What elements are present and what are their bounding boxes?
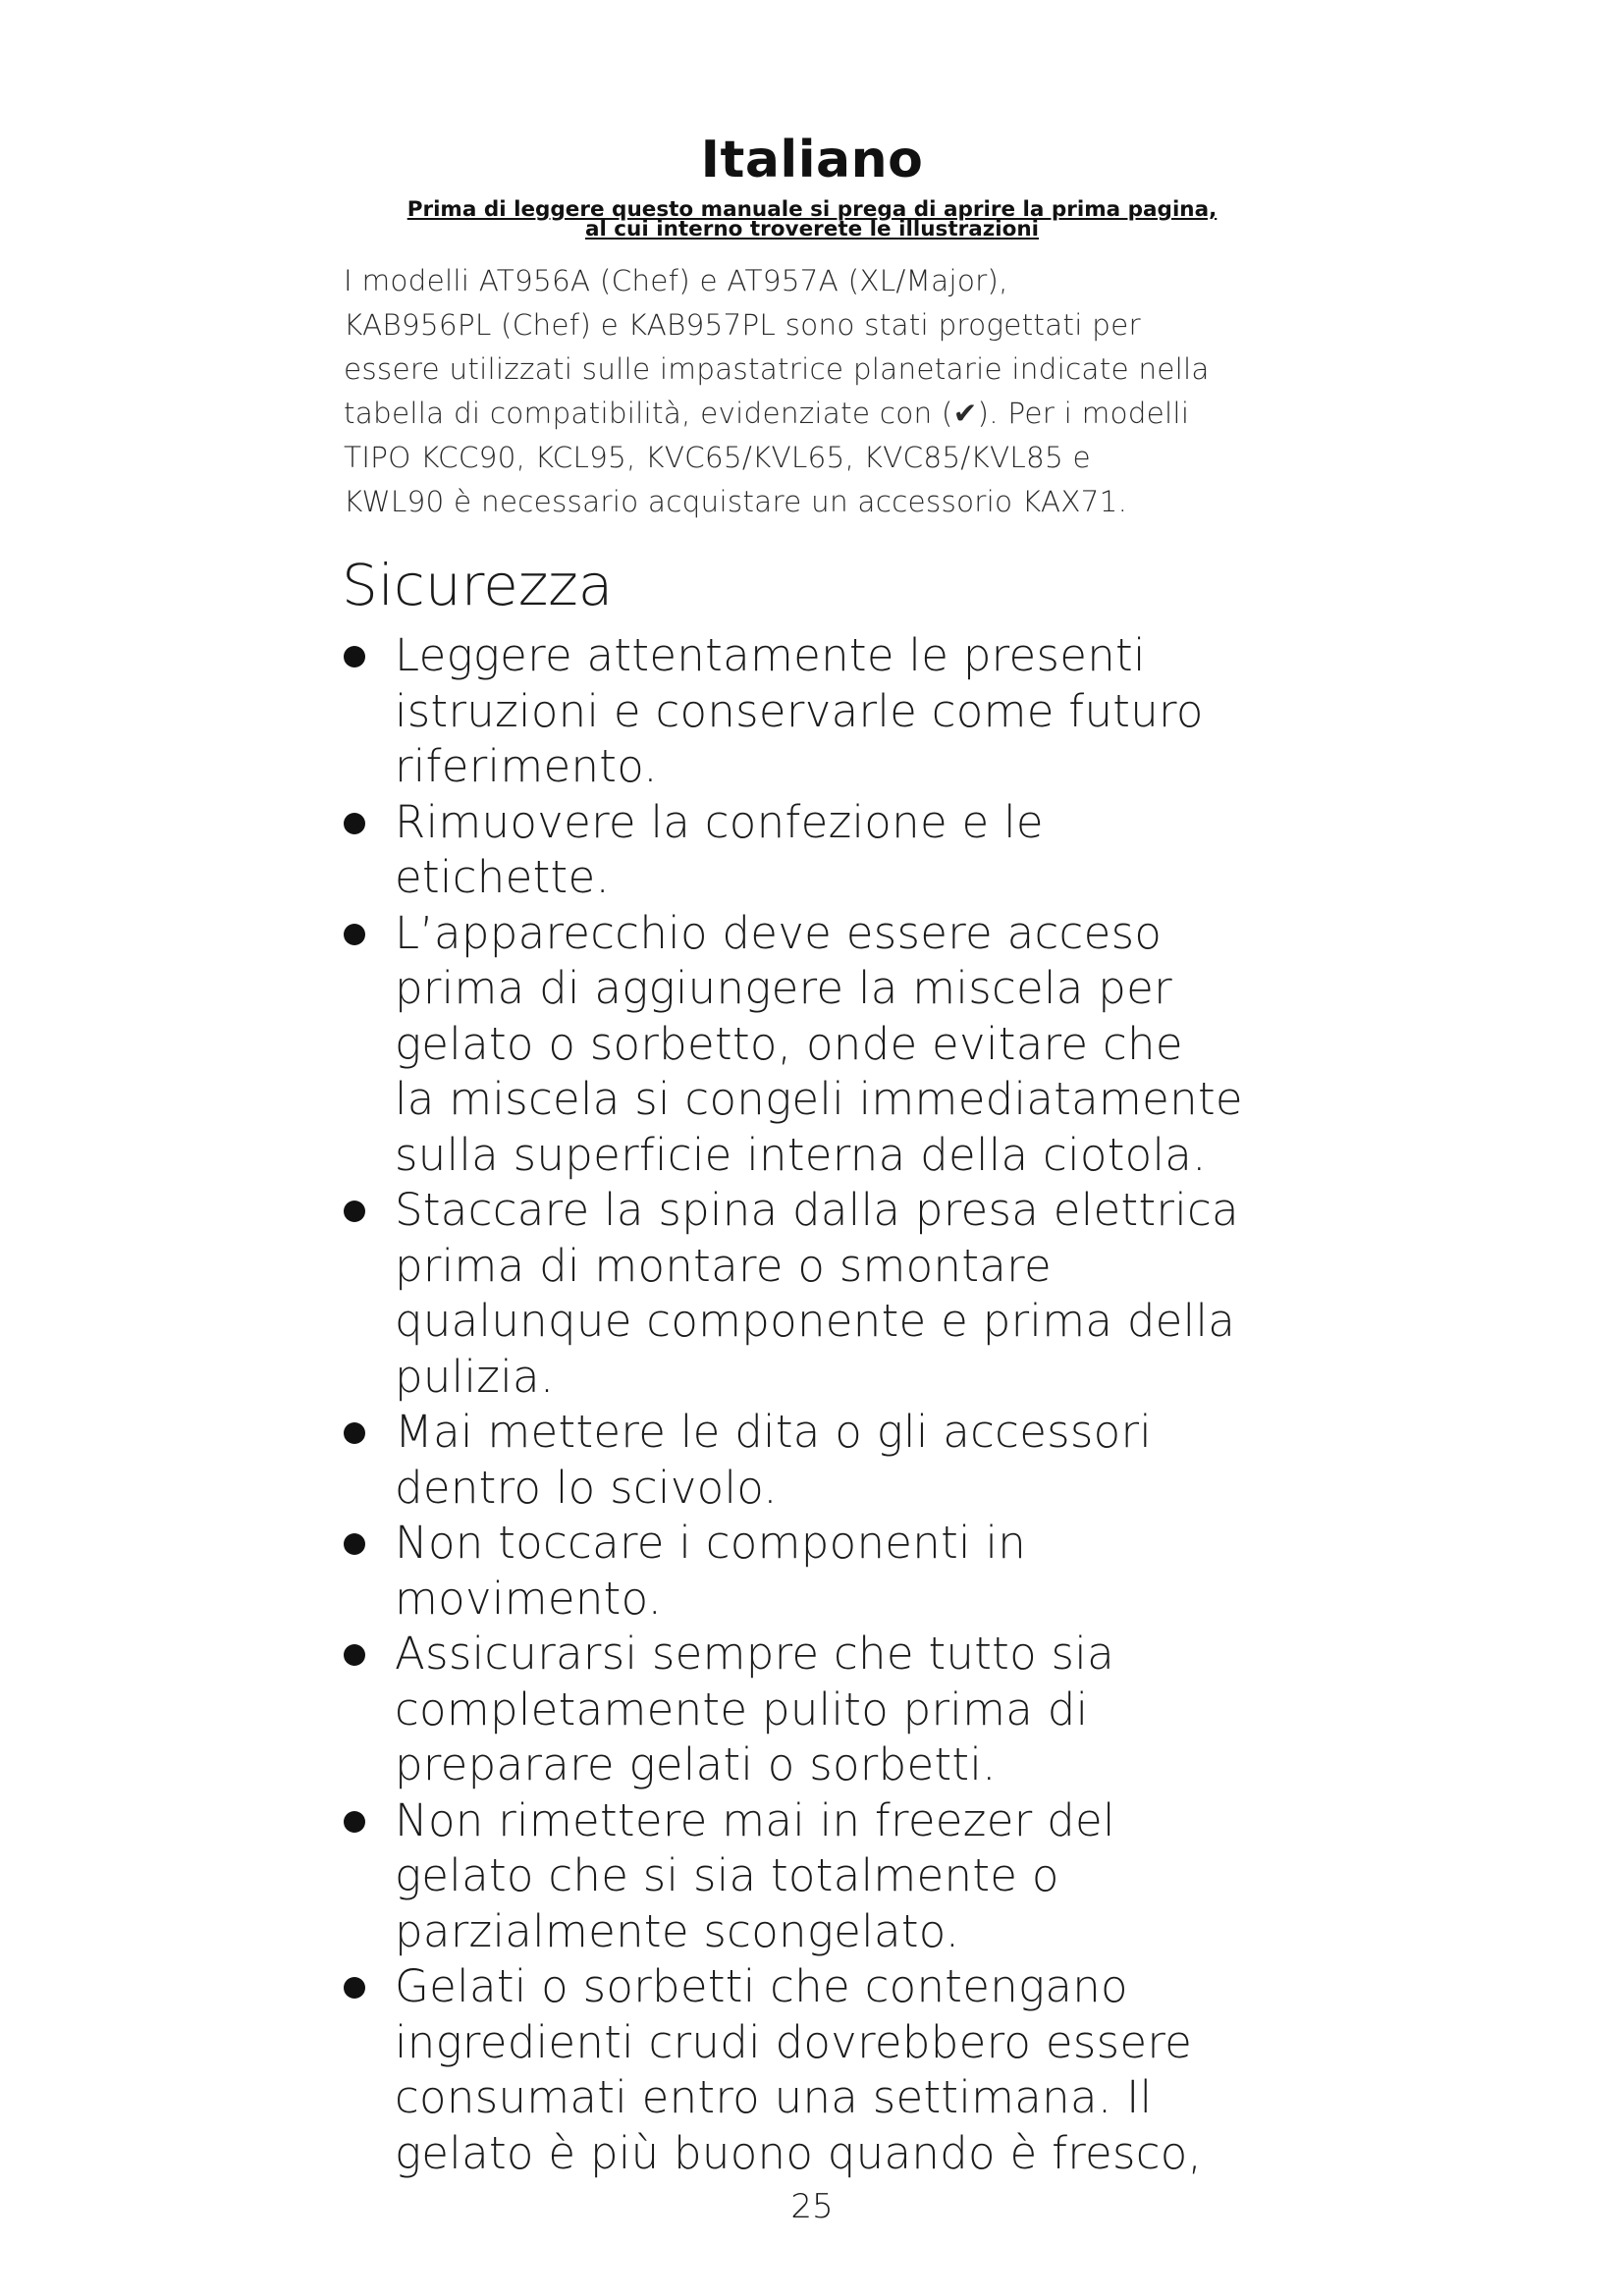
safety-item-line: preparare gelati o sorbetti. xyxy=(395,1738,997,1790)
safety-item-line: la miscela si congeli immediatamente xyxy=(395,1073,1243,1125)
safety-item xyxy=(334,1516,1296,1627)
safety-item-line: pulizia. xyxy=(395,1350,555,1403)
safety-item-line: ingredienti crudi dovrebbero essere xyxy=(395,2015,1193,2068)
intro-line: KWL90 è necessario acquistare un accessorio KAX71. xyxy=(344,485,1128,518)
safety-item-line: gelato è più buono quando è fresco, xyxy=(395,2126,1203,2179)
bullet-icon xyxy=(344,1811,365,1833)
illustrations-notice xyxy=(324,197,1300,241)
notice-line: al cui interno troverete le illustrazioni xyxy=(584,217,1040,241)
notice-line: Prima di leggere questo manuale si prega di aprire la prima pagina, xyxy=(406,197,1218,222)
page-title: Italiano xyxy=(700,130,924,189)
safety-item-line: consumati entro una settimana. Il xyxy=(395,2071,1153,2123)
safety-list xyxy=(334,628,1296,2181)
bullet-icon xyxy=(344,1533,365,1555)
bullet-icon xyxy=(344,813,365,834)
safety-item-line: completamente pulito prima di xyxy=(395,1682,1089,1735)
safety-item-line: etichette. xyxy=(395,851,611,903)
page-number: 25 xyxy=(790,2187,834,2226)
safety-item-line: Rimuovere la confezione e le xyxy=(395,795,1044,848)
safety-item-line: Non toccare i componenti in xyxy=(395,1517,1027,1569)
safety-item-line: Staccare la spina dalla presa elettrica xyxy=(395,1184,1239,1236)
safety-item xyxy=(334,1793,1296,1960)
bullet-icon xyxy=(344,1977,365,1999)
safety-item-line: prima di aggiungere la miscela per xyxy=(395,962,1172,1014)
safety-item-line: prima di montare o smontare xyxy=(395,1239,1052,1292)
safety-item-line: gelato o sorbetto, onde evitare che xyxy=(395,1017,1183,1070)
safety-item-line: movimento. xyxy=(395,1572,663,1625)
intro-line: I modelli AT956A (Chef) e AT957A (XL/Major), xyxy=(344,264,1008,297)
safety-item xyxy=(334,1405,1296,1516)
intro-line: KAB956PL (Chef) e KAB957PL sono stati progettati per xyxy=(344,308,1141,342)
safety-item-line: Gelati o sorbetti che contengano xyxy=(395,1960,1128,2012)
safety-item xyxy=(334,906,1296,1184)
safety-item xyxy=(334,628,1296,795)
bullet-icon xyxy=(344,1644,365,1666)
safety-item-line: Leggere attentamente le presenti xyxy=(395,629,1146,681)
safety-item-line: Non rimettere mai in freezer del xyxy=(395,1793,1115,1846)
intro-paragraph xyxy=(344,259,1286,524)
section-heading-safety: Sicurezza xyxy=(342,552,614,618)
safety-item-line: dentro lo scivolo. xyxy=(395,1461,778,1514)
safety-item-line: gelato che si sia totalmente o xyxy=(395,1849,1059,1901)
safety-item-line: parzialmente scongelato. xyxy=(395,1904,960,1957)
safety-item xyxy=(334,1627,1296,1793)
safety-item xyxy=(334,1959,1296,2181)
safety-item xyxy=(334,795,1296,906)
bullet-icon xyxy=(344,924,365,945)
safety-item-line: L’apparecchio deve essere acceso xyxy=(395,906,1163,959)
bullet-icon xyxy=(344,1422,365,1444)
intro-line: tabella di compatibilità, evidenziate con (✔). Per i modelli xyxy=(344,397,1190,430)
bullet-icon xyxy=(344,646,365,667)
bullet-icon xyxy=(344,1201,365,1222)
safety-item-line: riferimento. xyxy=(395,740,658,792)
safety-item-line: Assicurarsi sempre che tutto sia xyxy=(395,1628,1114,1680)
safety-item-line: sulla superficie interna della ciotola. xyxy=(395,1128,1207,1181)
safety-item-line: qualunque componente e prima della xyxy=(395,1295,1236,1347)
intro-line: TIPO KCC90, KCL95, KVC65/KVL65, KVC85/KVL85 e xyxy=(344,441,1091,474)
safety-item-line: Mai mettere le dita o gli accessori xyxy=(395,1406,1153,1458)
intro-line: essere utilizzati sulle impastatrice planetarie indicate nella xyxy=(344,352,1210,386)
safety-item-line: istruzioni e conservarle come futuro xyxy=(395,684,1204,737)
safety-item xyxy=(334,1183,1296,1405)
